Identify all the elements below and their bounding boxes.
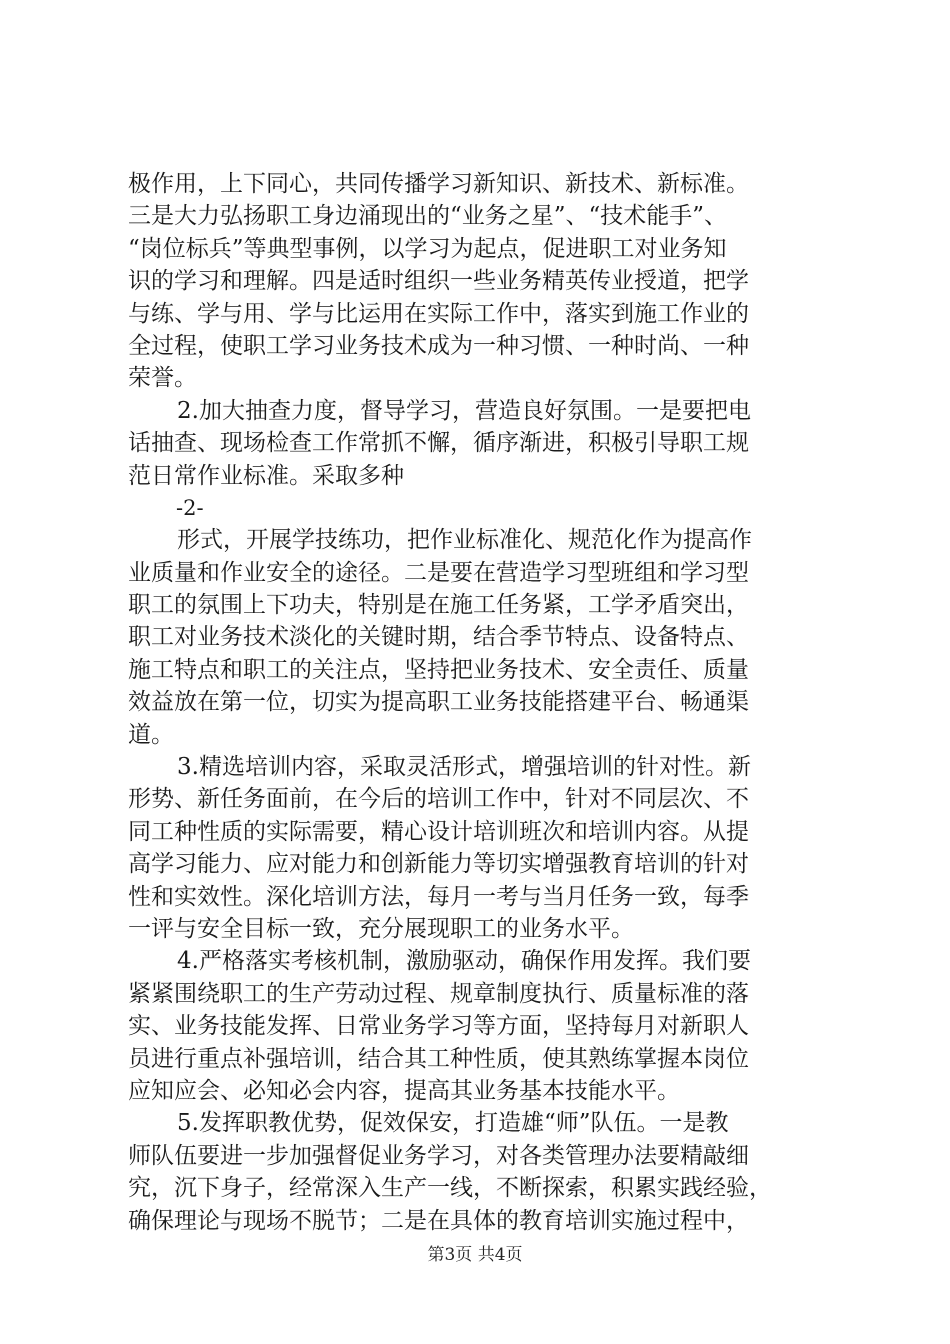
- text-line: 业质量和作业安全的途径。二是要在营造学习型班组和学习型: [128, 559, 749, 586]
- text-line: 荣誉。: [128, 365, 197, 392]
- page-number-label: 第3页 共4页: [427, 1245, 523, 1265]
- text-line: 识的学习和理解。四是适时组织一些业务精英传业授道，把学: [128, 268, 749, 295]
- text-line: 职工的氛围上下功夫，特别是在施工任务紧，工学矛盾突出，: [128, 592, 749, 619]
- paragraph-start-line: 2.加大抽查力度，督导学习，营造良好氛围。一是要把电: [177, 397, 751, 424]
- text-line: 同工种性质的实际需要，精心设计培训班次和培训内容。从提: [128, 818, 749, 845]
- text-line: 与练、学与用、学与比运用在实际工作中，落实到施工作业的: [128, 300, 749, 327]
- text-line: 应知应会、必知必会内容，提高其业务基本技能水平。: [128, 1077, 680, 1104]
- text-line: 全过程，使职工学习业务技术成为一种习惯、一种时尚、一种: [128, 332, 749, 359]
- text-line: 紧紧围绕职工的生产劳动过程、规章制度执行、质量标准的落: [128, 980, 749, 1007]
- text-line: 形势、新任务面前，在今后的培训工作中，针对不同层次、不: [128, 786, 749, 813]
- paragraph-start-line: 3.精选培训内容，采取灵活形式，增强培训的针对性。新: [177, 754, 751, 781]
- text-line: 师队伍要进一步加强督促业务学习，对各类管理办法要精敲细: [128, 1142, 749, 1169]
- text-line: 话抽查、现场检查工作常抓不懈，循序渐进，积极引导职工规: [128, 430, 749, 457]
- text-line: 三是大力弘扬职工身边涌现出的“业务之星”、“技术能手”、: [128, 203, 728, 230]
- text-line: “岗位标兵”等典型事例，以学习为起点，促进职工对业务知: [128, 235, 727, 262]
- text-line: 范日常作业标准。采取多种: [128, 462, 404, 489]
- text-line: 高学习能力、应对能力和创新能力等切实增强教育培训的针对: [128, 851, 749, 878]
- text-line: 施工特点和职工的关注点，坚持把业务技术、安全责任、质量: [128, 656, 749, 683]
- page-footer: [0, 1243, 950, 1267]
- text-line: 极作用，上下同心，共同传播学习新知识、新技术、新标准。: [128, 171, 749, 197]
- text-line: 职工对业务技术淡化的关键时期，结合季节特点、设备特点、: [128, 624, 749, 651]
- text-line: 一评与安全目标一致，充分展现职工的业务水平。: [128, 915, 634, 942]
- text-line: 道。: [128, 721, 174, 748]
- paragraph-start-line: 5.发挥职教优势，促效保安，打造雄“师”队伍。一是教: [177, 1110, 729, 1137]
- paragraph-start-line: 4.严格落实考核机制，激励驱动，确保作用发挥。我们要: [177, 948, 751, 975]
- paragraph-start-line: 形式，开展学技练功，把作业标准化、规范化作为提高作: [177, 527, 752, 554]
- text-line: 员进行重点补强培训，结合其工种性质，使其熟练掌握本岗位: [128, 1045, 749, 1072]
- text-line: 究，沉下身子，经常深入生产一线，不断探索，积累实践经验，: [128, 1175, 772, 1202]
- body-text: [128, 168, 828, 1237]
- text-line: 效益放在第一位，切实为提高职工业务技能搭建平台、畅通渠: [128, 689, 749, 716]
- text-line: 性和实效性。深化培训方法，每月一考与当月任务一致，每季: [128, 883, 749, 910]
- inline-page-marker: -2-: [176, 495, 204, 520]
- text-line: 实、业务技能发挥、日常业务学习等方面，坚持每月对新职人: [128, 1013, 749, 1040]
- text-line: 确保理论与现场不脱节；二是在具体的教育培训实施过程中，: [128, 1207, 749, 1234]
